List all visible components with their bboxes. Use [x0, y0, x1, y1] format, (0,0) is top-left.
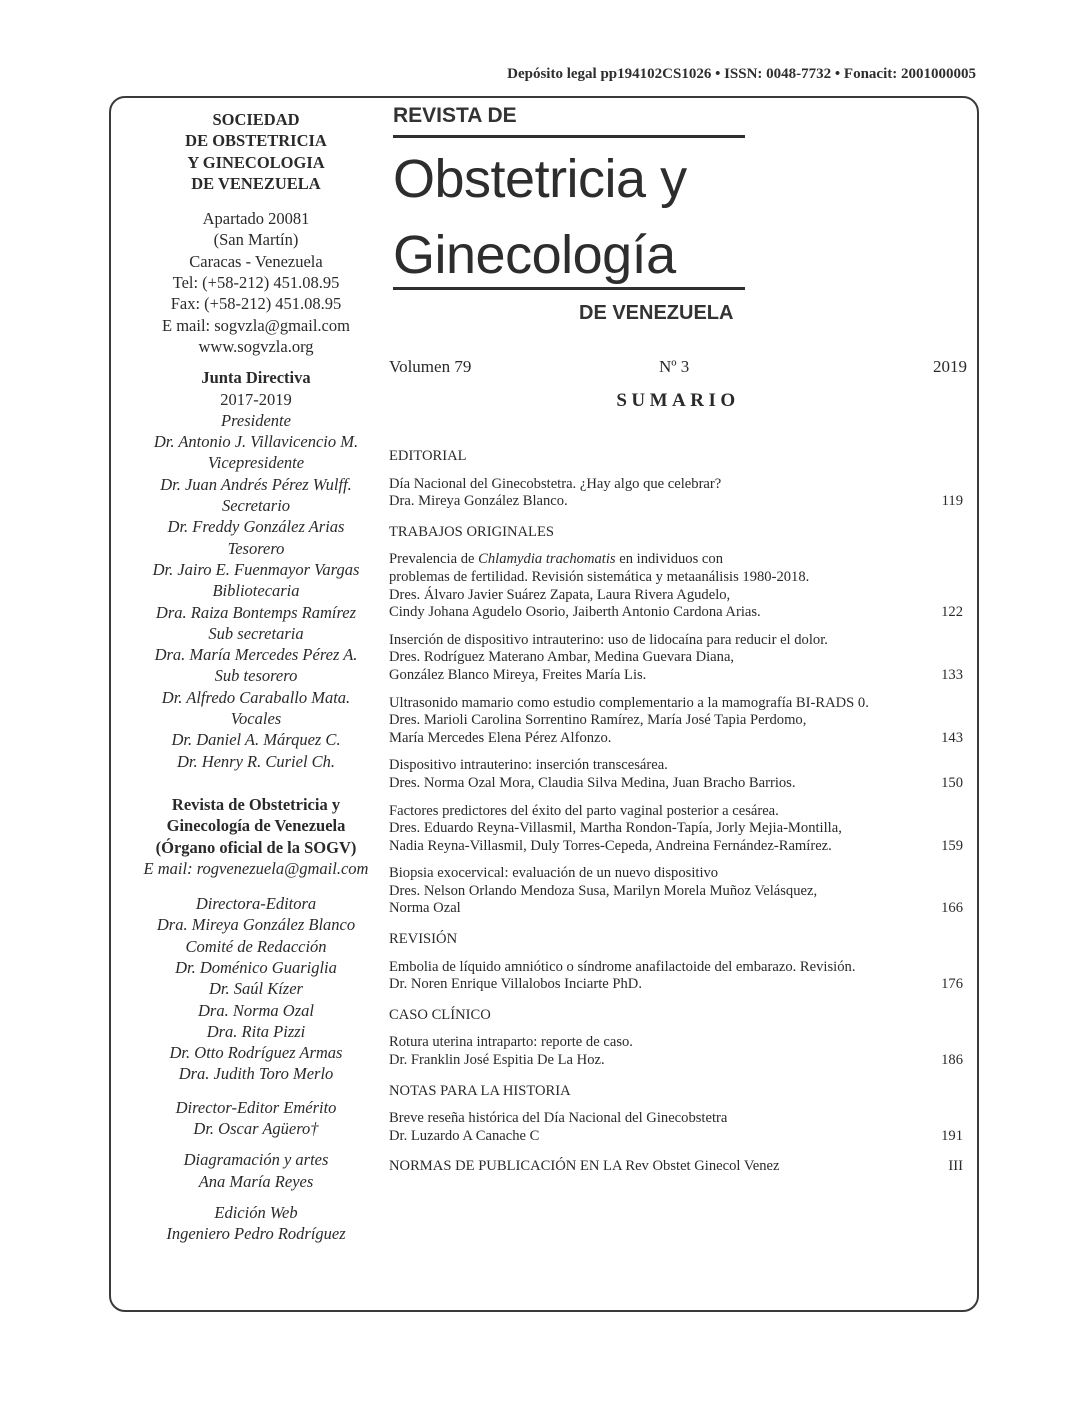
society-contact: Apartado 20081 (San Martín) Caracas - Venezuela Tel: (+58-212) 451.08.95 Fax: (+58-212) 451.08.95 E mail: sogvzla@gmail.com www.sogvzla.org: [112, 208, 400, 357]
diagramacion: Diagramación y artes Ana María Reyes: [183, 1150, 329, 1191]
toc-entry[interactable]: Ultrasonido mamario como estudio complementario a la mamografía BI-RADS 0. Dres. Marioli Carolina Sorrentino Ramírez, María José Tapia Perdomo, María Mercedes Elena Pérez Alfonzo. 143: [389, 694, 963, 746]
masthead-de-venezuela: DE VENEZUELA: [579, 302, 734, 324]
table-of-contents: [389, 448, 967, 1176]
page-number: 143: [941, 729, 963, 746]
page-number: 159: [941, 837, 963, 854]
toc-entry[interactable]: Biopsia exocervical: evaluación de un nuevo dispositivo Dres. Nelson Orlando Mendoza Susa, Marilyn Morela Muñoz Velásquez, Norma Ozal 166: [389, 865, 963, 917]
masthead: [393, 104, 753, 324]
section-notas-historia: NOTAS PARA LA HISTORIA: [389, 1082, 571, 1099]
editors-list: Directora-Editora Dra. Mireya González Blanco Comité de Redacción Dr. Doménico Guariglia Dr. Saúl Kízer Dra. Norma Ozal Dra. Rita Pizzi Dr. Otto Rodríguez Armas Dra. Judith Toro Merlo: [156, 894, 356, 1084]
page-number: 176: [941, 976, 963, 993]
board-list: Presidente Dr. Antonio J. Villavicencio M. Vicepresidente Dr. Juan Andrés Pérez Wulff. Secretario Dr. Freddy González Arias Tesorero Dr. Jairo E. Fuenmayor Vargas Bibliotecaria Dra. Raiza Bontemps Ramírez Sub secretaria Dra. María Mercedes Pérez A. Sub tesorero Dr. Alfredo Caraballo Mata. Vocales Dr. Daniel A. Márquez C. Dr. Henry R. Curiel Ch.: [152, 410, 360, 771]
toc-entry[interactable]: Rotura uterina intraparto: reporte de caso. Dr. Franklin José Espitia De La Hoz. 186: [389, 1034, 963, 1069]
toc-entry-normas[interactable]: NORMAS DE PUBLICACIÓN EN LA Rev Obstet Ginecol Venez III: [389, 1158, 963, 1175]
toc-entry[interactable]: Breve reseña histórica del Día Nacional del Ginecobstetra Dr. Luzardo A Canache C 191: [389, 1110, 963, 1144]
toc-entry[interactable]: Factores predictores del éxito del parto vaginal posterior a cesárea. Dres. Eduardo Reyna-Villasmil, Martha Rondon-Tapía, Jorly Mejia-Montilla, Nadia Reyna-Villasmil, Duly Torres-Cepeda, Andreina Fernández-Ramírez. 159: [389, 802, 963, 854]
section-revision: REVISIÓN: [389, 931, 458, 948]
page-number: 186: [941, 1052, 963, 1069]
issue-number: Nº 3: [659, 357, 690, 376]
page-number: III: [948, 1158, 963, 1175]
society-email[interactable]: E mail: sogvzla@gmail.com: [162, 315, 350, 335]
page-number: 166: [941, 900, 963, 917]
revista-email[interactable]: E mail: rogvenezuela@gmail.com: [143, 858, 369, 878]
junta-years: 2017-2019: [220, 389, 292, 409]
director-emerito: Director-Editor Emérito Dr. Oscar Agüero†: [175, 1097, 337, 1139]
junta-title: Junta Directiva: [201, 368, 311, 388]
society-name: SOCIEDAD DE OBSTETRICIA Y GINECOLOGIA DE VENEZUELA: [185, 110, 327, 193]
masthead-revista-de: REVISTA DE: [393, 104, 517, 127]
section-caso-clinico: CASO CLÍNICO: [389, 1006, 491, 1023]
issue-row: [389, 357, 967, 377]
section-editorial: EDITORIAL: [389, 448, 467, 464]
toc-entry[interactable]: Embolia de líquido amniótico o síndrome anafilactoide del embarazo. Revisión. Dr. Noren Enrique Villalobos Inciarte PhD. 176: [389, 958, 963, 993]
section-trabajos-originales: TRABAJOS ORIGINALES: [389, 523, 554, 540]
left-column: [112, 109, 400, 1245]
page-number: 133: [941, 666, 963, 683]
edicion-web: Edición Web Ingeniero Pedro Rodríguez: [166, 1202, 346, 1244]
masthead-title-line1: Obstetricia y: [393, 149, 687, 209]
page-number: 119: [941, 493, 963, 510]
masthead-rule-top: [393, 135, 745, 138]
legal-deposit-line: Depósito legal pp194102CS1026 • ISSN: 0048-7732 • Fonacit: 2001000005: [507, 66, 976, 82]
masthead-title-line2: Ginecología: [393, 225, 676, 285]
page-number: 150: [941, 774, 963, 791]
sumario-heading: SUMARIO: [616, 390, 740, 411]
page-number: 122: [941, 604, 963, 621]
revista-organ: Revista de Obstetricia y Ginecología de Venezuela (Órgano oficial de la SOGV): [155, 794, 357, 857]
masthead-rule-bottom: [393, 287, 745, 290]
toc-entry[interactable]: Inserción de dispositivo intrauterino: uso de lidocaína para reducir el dolor. Dres. Rodríguez Materano Ambar, Medina Guevara Diana, González Blanco Mireya, Freites María Lis. 133: [389, 631, 963, 683]
issue-volume: Volumen 79: [389, 357, 472, 376]
society-website[interactable]: www.sogvzla.org: [198, 336, 314, 356]
toc-entry[interactable]: Dispositivo intrauterino: inserción transcesárea. Dres. Norma Ozal Mora, Claudia Silva Medina, Juan Bracho Barrios. 150: [389, 757, 963, 791]
toc-entry[interactable]: Día Nacional del Ginecobstetra. ¿Hay algo que celebrar? Dra. Mireya González Blanco. 119: [389, 475, 963, 510]
toc-entry[interactable]: Prevalencia de Chlamydia trachomatis en individuos con problemas de fertilidad. Revisión sistemática y metaanálisis 1980-2018. Dres. Álvaro Javier Suárez Zapata, Laura Rivera Agudelo, Cindy Johana Agudelo Osorio, Jaiberth Antonio Cardona Arias. 122: [389, 551, 963, 621]
issue-year: 2019: [933, 357, 967, 376]
page-number: 191: [941, 1127, 963, 1144]
